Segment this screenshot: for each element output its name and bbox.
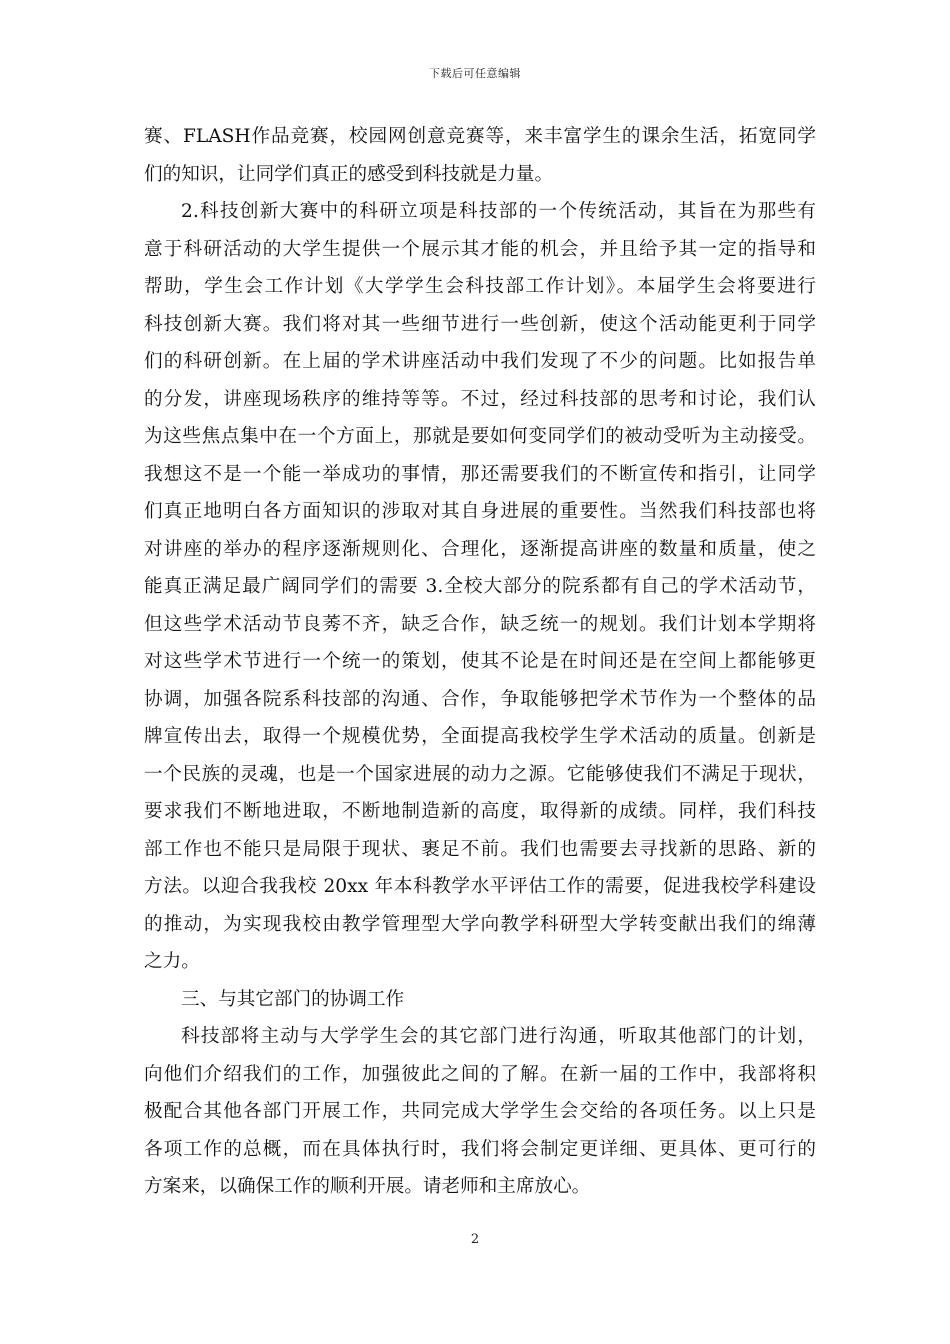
text-line: 之力。 bbox=[144, 951, 200, 972]
text-line: 的推动，为实现我校由教学管理型大学向教学科研型大学转变献出我们的绵薄 bbox=[144, 913, 816, 935]
text-line: 一个民族的灵魂，也是一个国家进展的动力之源。它能够使我们不满足于现状， bbox=[144, 763, 816, 785]
text-line: 极配合其他各部门开展工作，共同完成大学学生会交给的各项任务。以上只是 bbox=[144, 1101, 816, 1122]
text-line: 牌宣传出去，取得一个规模优势，全面提高我校学生学术活动的质量。创新是 bbox=[144, 726, 816, 747]
text-line: 对讲座的举办的程序逐渐规则化、合理化，逐渐提高讲座的数量和质量，使之 bbox=[144, 538, 816, 560]
section-heading: 三、与其它部门的协调工作 bbox=[181, 988, 405, 1010]
page-header: 下载后可任意编辑 bbox=[429, 67, 521, 80]
document-body bbox=[144, 118, 816, 1206]
text-line: 意于科研活动的大学生提供一个展示其才能的机会，并且给予其一定的指导和 bbox=[144, 238, 816, 260]
text-line: 们的科研创新。在上届的学术讲座活动中我们发现了不少的问题。比如报告单 bbox=[144, 351, 816, 372]
page-number: 2 bbox=[470, 1232, 480, 1247]
text-line: 要求我们不断地进取，不断地制造新的高度，取得新的成绩。同样，我们科技 bbox=[144, 801, 816, 822]
text-line: 的分发，讲座现场秩序的维持等等。不过，经过科技部的思考和讨论，我们认 bbox=[144, 388, 816, 410]
text-line: 但这些学术活动节良莠不齐，缺乏合作，缺乏统一的规划。我们计划本学期将 bbox=[144, 613, 816, 635]
text-line: 协调，加强各院系科技部的沟通、合作，争取能够把学术节作为一个整体的品 bbox=[144, 688, 816, 710]
text-line: 们的知识，让同学们真正的感受到科技就是力量。 bbox=[144, 163, 554, 185]
text-line: 科技部将主动与大学学生会的其它部门进行沟通，听取其他部门的计划， bbox=[181, 1026, 816, 1047]
text-line: 向他们介绍我们的工作，加强彼此之间的了解。在新一届的工作中，我部将积 bbox=[144, 1063, 816, 1085]
text-line: 对这些学术节进行一个统一的策划，使其不论是在时间还是在空间上都能够更 bbox=[144, 651, 816, 672]
text-line: 能真正满足最广阔同学们的需要 3.全校大部分的院系都有自己的学术活动节， bbox=[144, 576, 816, 597]
text-line: 科技创新大赛。我们将对其一些细节进行一些创新，使这个活动能更利于同学 bbox=[144, 313, 816, 335]
text-line: 帮助，学生会工作计划《大学学生会科技部工作计划》。本届学生会将要进行 bbox=[144, 276, 816, 297]
text-line: 2.科技创新大赛中的科研立项是科技部的一个传统活动，其旨在为那些有 bbox=[181, 201, 816, 222]
text-line: 我想这不是一个能一举成功的事情，那还需要我们的不断宣传和指引，让同学 bbox=[144, 463, 816, 485]
text-line: 们真正地明白各方面知识的涉取对其自身进展的重要性。当然我们科技部也将 bbox=[144, 501, 816, 522]
text-line: 为这些焦点集中在一个方面上，那就是要如何变同学们的被动受听为主动接受。 bbox=[144, 426, 816, 447]
text-line: 方法。以迎合我我校 20xx 年本科教学水平评估工作的需要，促进我校学科建设 bbox=[144, 876, 816, 897]
text-line: 赛、FLASH作品竞赛，校园网创意竞赛等，来丰富学生的课余生活，拓宽同学 bbox=[144, 126, 816, 147]
text-line: 各项工作的总概，而在具体执行时，我们将会制定更详细、更具体、更可行的 bbox=[144, 1138, 816, 1160]
text-line: 方案来，以确保工作的顺利开展。请老师和主席放心。 bbox=[144, 1176, 591, 1197]
text-line: 部工作也不能只是局限于现状、裹足不前。我们也需要去寻找新的思路、新的 bbox=[144, 838, 816, 860]
